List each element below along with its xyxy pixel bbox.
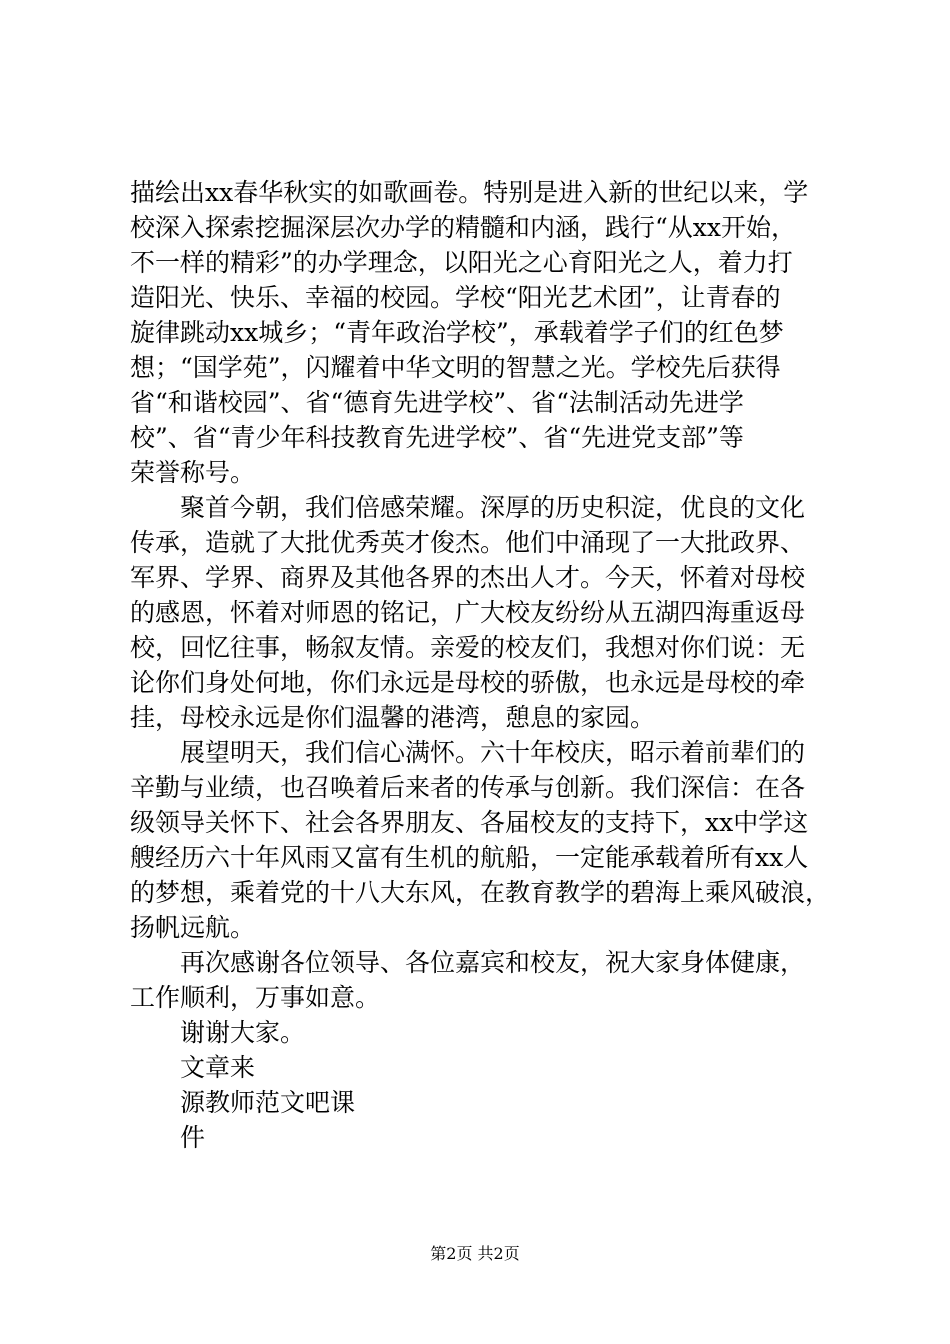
text-line: 校，回忆往事，畅叙友情。亲爱的校友们，我想对你们说：无 (130, 633, 806, 662)
text-line: 的梦想，乘着党的十八大东风，在教育教学的碧海上乘风破浪， (130, 878, 831, 907)
document-body (130, 175, 830, 1155)
page-number-footer: 第2页 共2页 (430, 1244, 520, 1263)
text-line: 的感恩，怀着对师恩的铭记，广大校友纷纷从五湖四海重返母 (130, 598, 806, 627)
source-note-line: 件 (180, 1123, 206, 1152)
text-line: 军界、学界、商界及其他各界的杰出人才。今天，怀着对母校 (130, 563, 806, 592)
text-line: 校深入探索挖掘深层次办学的精髓和内涵，践行“从xx开始， (130, 213, 796, 242)
text-line: 传承，造就了大批优秀英才俊杰。他们中涌现了一大批政界、 (130, 528, 806, 557)
text-line: 荣誉称号。 (130, 458, 256, 487)
text-line: 工作顺利，万事如意。 (130, 983, 381, 1012)
closing-line: 谢谢大家。 (180, 1018, 306, 1047)
text-line: 级领导关怀下、社会各界朋友、各届校友的支持下，xx中学这 (130, 808, 809, 837)
text-line: 想；“国学苑”，闪耀着中华文明的智慧之光。学校先后获得 (130, 353, 781, 382)
paragraph-start-line: 展望明天，我们信心满怀。六十年校庆，昭示着前辈们的 (180, 738, 806, 767)
text-line: 校”、省“青少年科技教育先进学校”、省“先进党支部”等 (130, 423, 744, 452)
text-line: 论你们身处何地，你们永远是母校的骄傲，也永远是母校的牵 (130, 668, 806, 697)
text-line: 扬帆远航。 (130, 913, 256, 942)
paragraph-start-line: 聚首今朝，我们倍感荣耀。深厚的历史积淀，优良的文化 (180, 493, 806, 522)
text-line: 辛勤与业绩，也召唤着后来者的传承与创新。我们深信：在各 (130, 773, 806, 802)
text-line: 不一样的精彩”的办学理念，以阳光之心育阳光之人，着力打 (130, 248, 793, 277)
text-line: 挂，母校永远是你们温馨的港湾，憩息的家园。 (130, 703, 656, 732)
text-line: 描绘出xx春华秋实的如歌画卷。特别是进入新的世纪以来，学 (130, 178, 809, 207)
text-line: 造阳光、快乐、幸福的校园。学校“阳光艺术团”，让青春的 (130, 283, 781, 312)
source-note-line: 文章来 (180, 1053, 256, 1082)
text-line: 艘经历六十年风雨又富有生机的航船，一定能承载着所有xx人 (130, 843, 809, 872)
text-line: 旋律跳动xx城乡；“青年政治学校”，承载着学子们的红色梦 (130, 318, 784, 347)
source-note-line: 源教师范文吧课 (180, 1088, 356, 1117)
paragraph-start-line: 再次感谢各位领导、各位嘉宾和校友，祝大家身体健康， (180, 948, 806, 977)
text-line: 省“和谐校园”、省“德育先进学校”、省“法制活动先进学 (130, 388, 744, 417)
